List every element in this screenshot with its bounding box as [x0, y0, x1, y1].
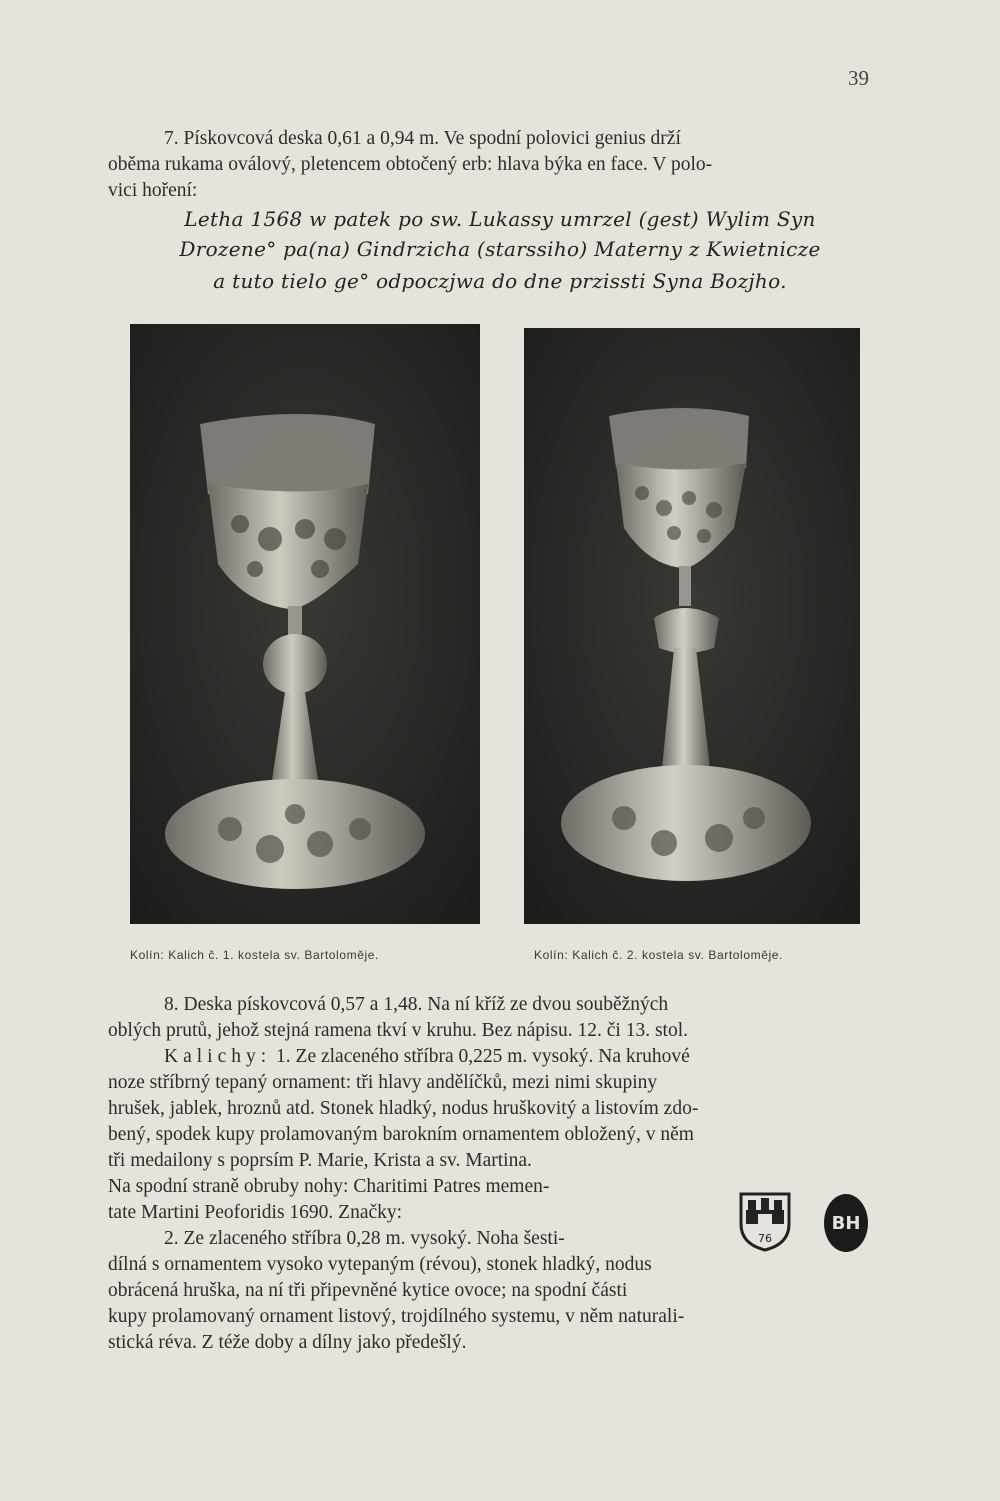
kalichy-line5: tři medailony s poprsím P. Marie, Krista a sv. Martina.: [108, 1150, 532, 1171]
inscription-line-1: Letha 1568 w patek po sw. Lukassy umrzel (gest) Wylim Syn: [184, 207, 816, 231]
page-number: 39: [848, 66, 869, 90]
para7-line1: 7. Pískovcová deska 0,61 a 0,94 m. Ve spodní polovici genius drží: [164, 128, 681, 149]
kalichy-line9: dílná s ornamentem vysoko vytepaným (révou), stonek hladký, nodus: [108, 1254, 652, 1275]
kalichy-line2: noze stříbrný tepaný ornament: tři hlavy andělíčků, mezi nimi skupiny: [108, 1072, 658, 1093]
chalice-1-photo: [130, 324, 480, 924]
hallmark-bh-letters: BH: [831, 1213, 861, 1234]
kalichy-line7: tate Martini Peoforidis 1690. Značky:: [108, 1202, 403, 1223]
kalichy-line3: hrušek, jablek, hroznů atd. Stonek hladký, nodus hruškovitý a listovím zdo-: [108, 1098, 699, 1119]
hallmark-shield-icon: [738, 1190, 792, 1252]
chalice-2-photo: [524, 328, 860, 924]
kalichy-heading: Kalichy:: [164, 1046, 272, 1067]
caption-chalice-2: Kolín: Kalich č. 2. kostela sv. Bartoloměje.: [534, 948, 783, 962]
paragraph-8: [108, 992, 892, 1044]
kalichy-line12: stická réva. Z téže doby a dílny jako předešlý.: [108, 1332, 467, 1353]
inscription-line-3: a tuto tielo ge° odpoczjwa do dne przissti Syna Bozjho.: [213, 269, 787, 293]
kalichy-line1-text: 1. Ze zlaceného stříbra 0,225 m. vysoký. Na kruhové: [276, 1046, 690, 1067]
kalichy-line8: 2. Ze zlaceného stříbra 0,28 m. vysoký. Noha šesti-: [164, 1228, 565, 1249]
para8-line2: oblých prutů, jehož stejná ramena tkví v kruhu. Bez nápisu. 12. či 13. stol.: [108, 1020, 689, 1041]
kalichy-line6: Na spodní straně obruby nohy: Charitimi Patres memen-: [108, 1176, 550, 1197]
para7-line2: oběma rukama oválový, pletencem obtočený erb: hlava býka en face. V polo-: [108, 154, 713, 175]
para8-line1: 8. Deska pískovcová 0,57 a 1,48. Na ní kříž ze dvou souběžných: [164, 994, 669, 1015]
caption-chalice-1: Kolín: Kalich č. 1. kostela sv. Bartoloměje.: [130, 948, 379, 962]
kalichy-line1: [108, 1044, 892, 1070]
hallmark-shield-number: 76: [758, 1232, 772, 1245]
inscription-line-2: Drozene° pa(na) Gindrzicha (starssiho) Materny z Kwietnicze: [179, 237, 821, 261]
hallmark-bh-icon: [822, 1192, 870, 1254]
kalichy-line10: obrácená hruška, na ní tři připevněné kytice ovoce; na spodní části: [108, 1280, 628, 1301]
para7-line3: vici hoření:: [108, 180, 198, 201]
paragraph-7: [108, 126, 892, 204]
kalichy-line11: kupy prolamovaný ornament listový, trojdílného systemu, v něm naturali-: [108, 1306, 685, 1327]
kalichy-line4: bený, spodek kupy prolamovaným barokním ornamentem obložený, v něm: [108, 1124, 694, 1145]
